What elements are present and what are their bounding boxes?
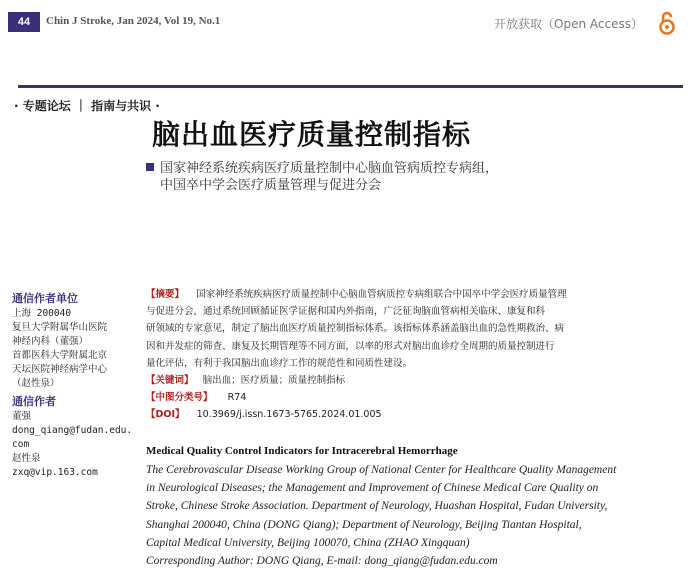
page-number: 44 bbox=[8, 12, 40, 32]
english-line: in Neurological Diseases; the Management and Improvement of Chinese Medical Care Quality on bbox=[146, 482, 599, 495]
abstract-line: 因和并发症的筛查、康复及长期管理等不同方面，以率的形式对脑出血诊疗全周期的质量控制进行 bbox=[146, 340, 555, 352]
open-access-label[interactable]: 开放获取（Open Access） bbox=[494, 17, 643, 31]
clc-label: 【中图分类号】 bbox=[146, 392, 213, 404]
abstract-line: 研领域的专家意见，制定了脑出血医疗质量控制指标体系。该指标体系涵盖脑出血的急性期救治、病 bbox=[146, 323, 565, 335]
corr-unit-line: （赵性泉） bbox=[12, 378, 60, 389]
corr-unit-line: 天坛医院神经病学中心 bbox=[12, 364, 108, 375]
english-title: Medical Quality Control Indicators for Intracerebral Hemorrhage bbox=[146, 445, 458, 457]
corr-unit-line: 上海 200040 bbox=[12, 308, 72, 319]
abstract-line: 量化评估，有利于我国脑出血诊疗工作的规范性和同质性建设。 bbox=[146, 357, 413, 369]
abstract-line: 【摘要】 国家神经系统疾病医疗质量控制中心脑血管病质控专病组联合中国卒中学会医疗质量管理 bbox=[146, 289, 567, 300]
corr-author-line: 董强 bbox=[12, 411, 32, 422]
clc-line bbox=[146, 389, 606, 406]
keywords-label: 【关键词】 bbox=[146, 375, 194, 387]
english-line: Capital Medical University, Beijing 100070, China (ZHAO Xingquan) bbox=[146, 536, 470, 549]
english-affiliations bbox=[146, 461, 617, 570]
doi-value[interactable]: 10.3969/j.issn.1673-5765.2024.01.005 bbox=[196, 409, 382, 421]
keywords-line bbox=[146, 372, 606, 389]
corr-unit-line: 首都医科大学附属北京 bbox=[12, 350, 108, 361]
corr-unit-line: 神经内科（董强） bbox=[12, 336, 89, 347]
open-access-lock-icon[interactable] bbox=[657, 11, 677, 35]
corr-unit-line: 复旦大学附属华山医院 bbox=[12, 322, 108, 333]
doi-label: 【DOI】 bbox=[146, 409, 185, 421]
author-group-line: 中国卒中学会医疗质量管理与促进分会 bbox=[160, 178, 382, 193]
abstract-block bbox=[146, 286, 606, 424]
english-line: Stroke, Chinese Stroke Association. Department of Neurology, Huashan Hospital, Fudan University, bbox=[146, 500, 608, 513]
bullet-square-icon bbox=[146, 163, 154, 171]
journal-citation: Chin J Stroke, Jan 2024, Vol 19, No.1 bbox=[46, 15, 221, 27]
abstract-line: 与促进分会，通过系统回顾循证医学证据和国内外指南，广泛征询脑血管病相关临床、康复和科 bbox=[146, 306, 546, 318]
corr-author-email[interactable]: zxq@vip.163.com bbox=[12, 467, 98, 478]
corr-author-line: 赵性泉 bbox=[12, 453, 41, 464]
doi-line bbox=[146, 406, 606, 423]
corr-author-email[interactable]: com bbox=[12, 439, 30, 450]
header-rule bbox=[18, 85, 683, 88]
article-title: 脑出血医疗质量控制指标 bbox=[152, 118, 472, 151]
author-group-line: 国家神经系统疾病医疗质量控制中心脑血管病质控专病组， bbox=[146, 160, 498, 177]
corr-author-email[interactable]: dong_qiang@fudan.edu. bbox=[12, 425, 133, 436]
english-line: The Cerebrovascular Disease Working Group of National Center for Healthcare Quality Management bbox=[146, 464, 617, 476]
section-label: · 专题论坛 ｜ 指南与共识 · bbox=[14, 99, 160, 113]
clc-value: R74 bbox=[227, 392, 247, 404]
abstract-label: 【摘要】 bbox=[146, 289, 185, 300]
english-line: Shanghai 200040, China (DONG Qiang); Department of Neurology, Beijing Tiantan Hospital, bbox=[146, 518, 582, 531]
author-groups bbox=[146, 160, 498, 194]
correspondence-sidebar bbox=[12, 288, 133, 480]
corr-unit-heading: 通信作者单位 bbox=[12, 292, 78, 305]
corr-author-heading: 通信作者 bbox=[12, 395, 56, 408]
corresponding-author-line: Corresponding Author: DONG Qiang, E-mail: dong_qiang@fudan.edu.com bbox=[146, 555, 498, 568]
keywords-value: 脑出血；医疗质量；质量控制指标 bbox=[202, 375, 346, 387]
